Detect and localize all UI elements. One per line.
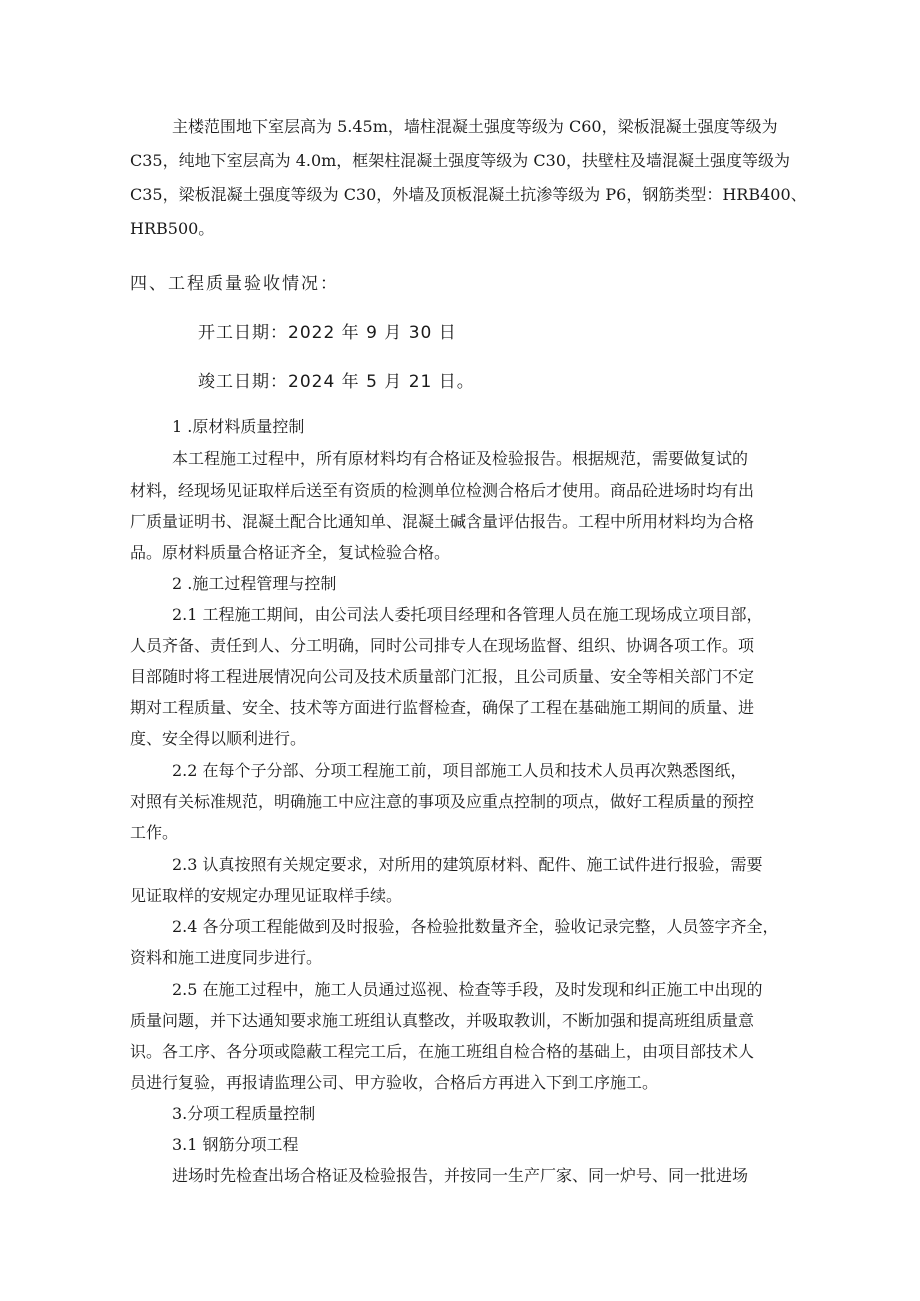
section-heading: 四、工程质量验收情况： <box>130 274 339 294</box>
item2-1-line-2: 人员齐备、责任到人、分工明确，同时公司排专人在现场监督、组织、协调各项工作。项 <box>130 636 755 655</box>
item2-5-line-4: 员进行复验，再报请监理公司、甲方验收，合格后方再进入下到工序施工。 <box>130 1073 659 1092</box>
item2-1-line-5: 度、安全得以顺利进行。 <box>130 729 307 748</box>
intro-line-4: HRB500。 <box>130 219 215 238</box>
item2-1-line-1: 2.1 工程施工期间，由公司法人委托项目经理和各管理人员在施工现场成立项目部， <box>172 605 763 624</box>
item1-line-2: 材料，经现场见证取样后送至有资质的检测单位检测合格后才使用。商品砼进场时均有出 <box>130 481 755 500</box>
item3-title: 3.分项工程质量控制 <box>172 1104 316 1123</box>
item2-3-line-2: 见证取样的安规定办理见证取样手续。 <box>130 886 403 905</box>
item2-4-line-2: 资料和施工进度同步进行。 <box>130 948 323 967</box>
item1-title: 1 .原材料质量控制 <box>172 417 305 436</box>
item2-5-line-1: 2.5 在施工过程中，施工人员通过巡视、检查等手段，及时发现和纠正施工中出现的 <box>172 980 763 999</box>
item2-2-line-2: 对照有关标准规范，明确施工中应注意的事项及应重点控制的项点，做好工程质量的预控 <box>130 792 755 811</box>
intro-line-2: C35，纯地下室层高为 4.0m，框架柱混凝土强度等级为 C30，扶壁柱及墙混凝土强度等级为 <box>130 151 790 170</box>
item1-line-3: 厂质量证明书、混凝土配合比通知单、混凝土碱含量评估报告。工程中所用材料均为合格 <box>130 512 755 531</box>
item2-2-line-1: 2.2 在每个子分部、分项工程施工前，项目部施工人员和技术人员再次熟悉图纸， <box>172 761 747 780</box>
item3-1-line-1: 进场时先检查出场合格证及检验报告，并按同一生产厂家、同一炉号、同一批进场 <box>172 1166 749 1185</box>
item2-5-line-3: 识。各工序、各分项或隐蔽工程完工后，在施工班组自检合格的基础上，由项目部技术人 <box>130 1042 755 1061</box>
completion-date: 竣工日期：2024 年 5 月 21 日。 <box>198 372 475 392</box>
item2-2-line-3: 工作。 <box>130 823 179 842</box>
item2-1-line-3: 目部随时将工程进展情况向公司及技术质量部门汇报，且公司质量、安全等相关部门不定 <box>130 667 755 686</box>
item2-1-line-4: 期对工程质量、安全、技术等方面进行监督检查，确保了工程在基础施工期间的质量、进 <box>130 698 755 717</box>
intro-line-1: 主楼范围地下室层高为 5.45m，墙柱混凝土强度等级为 C60，梁板混凝土强度等级为 <box>172 117 778 136</box>
item3-1-title: 3.1 钢筋分项工程 <box>172 1135 299 1154</box>
item1-line-1: 本工程施工过程中，所有原材料均有合格证及检验报告。根据规范，需要做复试的 <box>172 449 749 468</box>
item2-3-line-1: 2.3 认真按照有关规定要求，对所用的建筑原材料、配件、施工试件进行报验，需要 <box>172 855 763 874</box>
intro-line-3: C35，梁板混凝土强度等级为 C30，外墙及顶板混凝土抗渗等级为 P6，钢筋类型：HRB400、 <box>130 185 807 204</box>
item2-4-line-1: 2.4 各分项工程能做到及时报验，各检验批数量齐全，验收记录完整，人员签字齐全， <box>172 917 779 936</box>
start-date: 开工日期：2022 年 9 月 30 日 <box>198 323 457 343</box>
item1-line-4: 品。原材料质量合格证齐全，复试检验合格。 <box>130 543 451 562</box>
item2-title: 2 .施工过程管理与控制 <box>172 574 337 593</box>
item2-5-line-2: 质量问题，并下达通知要求施工班组认真整改，并吸取教训，不断加强和提高班组质量意 <box>130 1011 755 1030</box>
